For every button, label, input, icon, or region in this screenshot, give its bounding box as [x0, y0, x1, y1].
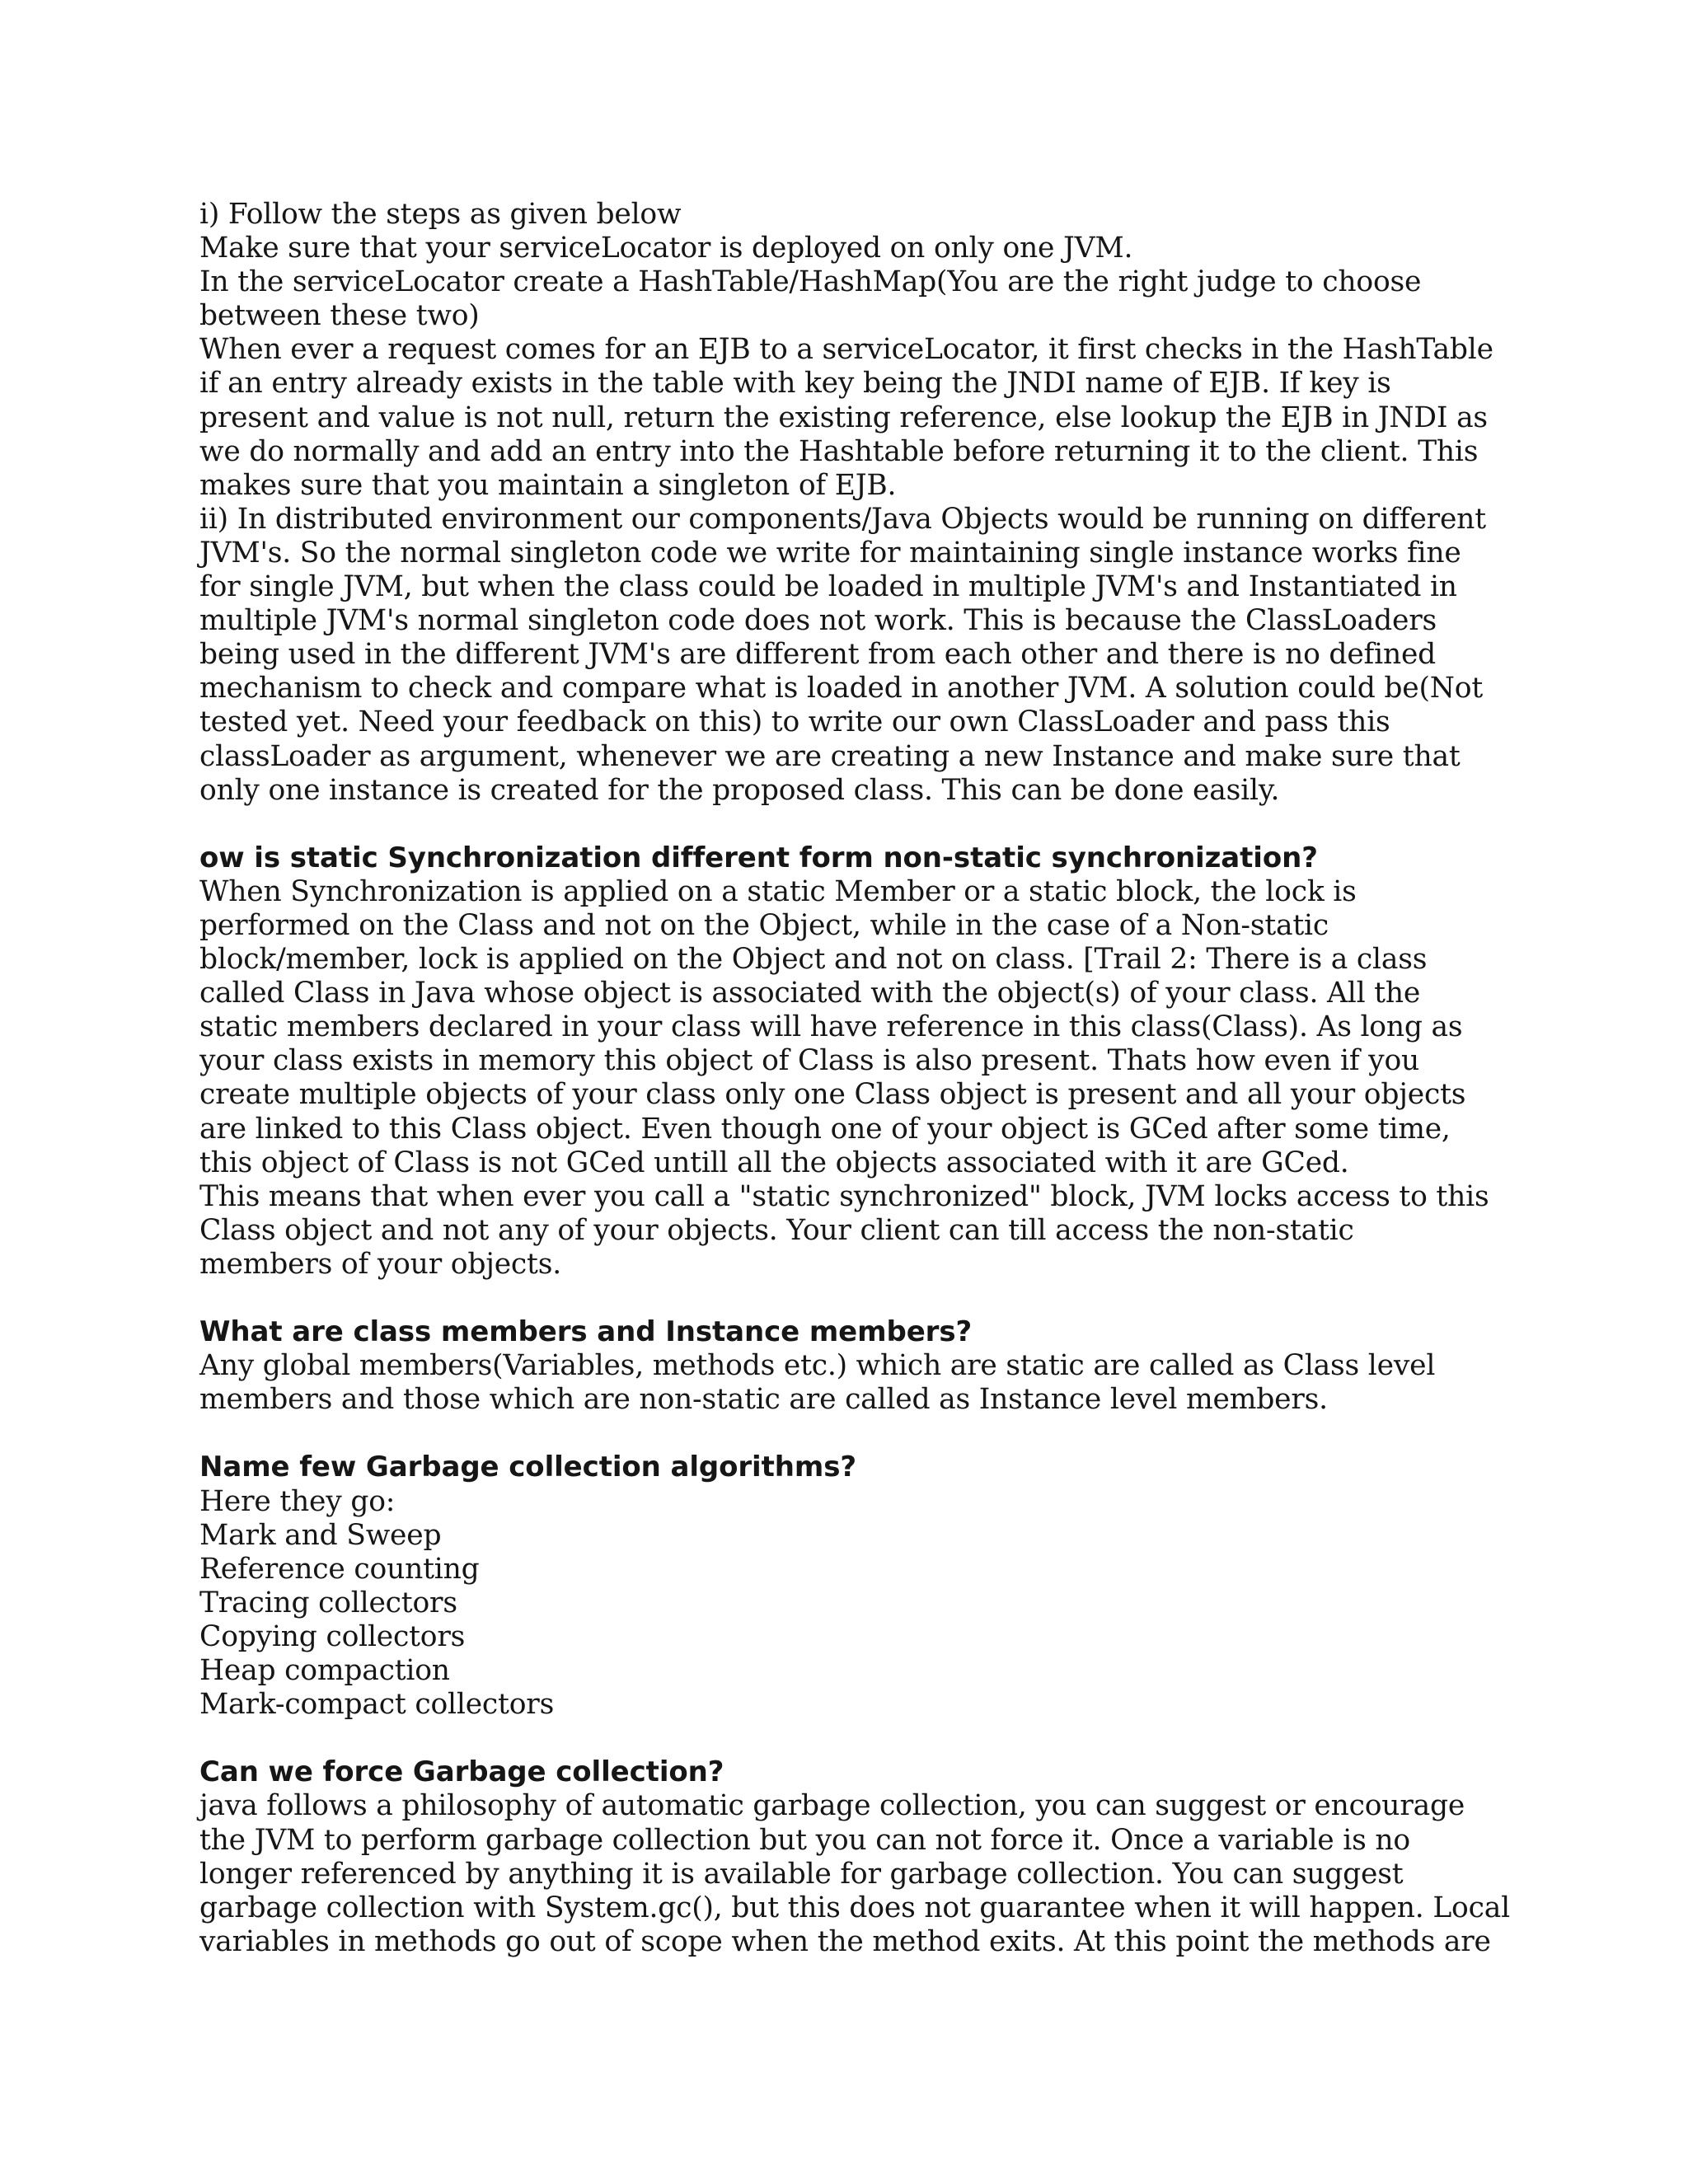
text-line: i) Follow the steps as given below — [199, 198, 682, 231]
text-line: Any global members(Variables, methods etc.) which are static are called as Class level — [199, 1349, 1436, 1383]
text-line: longer referenced by anything it is available for garbage collection. You can suggest — [199, 1857, 1404, 1891]
section-intro — [199, 198, 1518, 808]
text-line: performed on the Class and not on the Object, while in the case of a Non-static — [199, 908, 1329, 942]
section-force-gc — [199, 1755, 1518, 1959]
text-line: ii) In distributed environment our components/Java Objects would be running on different — [199, 502, 1486, 536]
text-line: create multiple objects of your class only one Class object is present and all your objects — [199, 1078, 1466, 1112]
text-line: classLoader as argument, whenever we are creating a new Instance and make sure that — [199, 739, 1461, 773]
text-line: if an entry already exists in the table with key being the JNDI name of EJB. If key is — [199, 367, 1391, 401]
text-line: When ever a request comes for an EJB to a serviceLocator, it first checks in the HashTable — [199, 333, 1493, 367]
text-line: members of your objects. — [199, 1247, 561, 1281]
text-line: In the serviceLocator create a HashTable/HashMap(You are the right judge to choose — [199, 265, 1422, 299]
paragraph-gap — [199, 808, 1518, 841]
text-line: Make sure that your serviceLocator is deployed on only one JVM. — [199, 232, 1133, 265]
text-line: When Synchronization is applied on a static Member or a static block, the lock is — [199, 874, 1357, 908]
text-line: block/member, lock is applied on the Object and not on class. [Trail 2: There is a class — [199, 943, 1428, 977]
text-line: java follows a philosophy of automatic garbage collection, you can suggest or encourage — [199, 1789, 1465, 1823]
paragraph-gap — [199, 1282, 1518, 1315]
text-line: makes sure that you maintain a singleton of EJB. — [199, 468, 897, 502]
text-line: tested yet. Need your feedback on this) to write our own ClassLoader and pass this — [199, 705, 1390, 739]
list-item: Heap compaction — [199, 1654, 450, 1688]
text-line: Here they go: — [199, 1484, 396, 1518]
section-static-sync — [199, 841, 1518, 1282]
text-line: This means that when ever you call a "static synchronized" block, JVM locks access to this — [199, 1179, 1489, 1213]
list-item: Mark-compact collectors — [199, 1688, 555, 1722]
text-line: only one instance is created for the proposed class. This can be done easily. — [199, 773, 1280, 807]
list-item: Mark and Sweep — [199, 1518, 442, 1552]
text-line: variables in methods go out of scope when the method exits. At this point the methods are — [199, 1924, 1491, 1958]
paragraph-gap — [199, 1722, 1518, 1755]
section-heading: ow is static Synchronization different form non-static synchronization? — [199, 841, 1318, 874]
text-line: JVM's. So the normal singleton code we write for maintaining single instance works fine — [199, 536, 1461, 569]
text-line: are linked to this Class object. Even though one of your object is GCed after some time, — [199, 1112, 1451, 1146]
text-line: static members declared in your class will have reference in this class(Class). As long as — [199, 1010, 1463, 1044]
section-heading: Can we force Garbage collection? — [199, 1755, 724, 1789]
document-page — [199, 198, 1518, 1959]
list-item: Reference counting — [199, 1552, 480, 1586]
list-item: Copying collectors — [199, 1619, 466, 1653]
text-line: between these two) — [199, 299, 480, 333]
text-line: members and those which are non-static are called as Instance level members. — [199, 1383, 1328, 1417]
section-gc-algorithms — [199, 1451, 1518, 1722]
text-line: present and value is not null, return the existing reference, else lookup the EJB in JNDI as — [199, 401, 1488, 434]
section-heading: Name few Garbage collection algorithms? — [199, 1451, 856, 1484]
text-line: called Class in Java whose object is associated with the object(s) of your class. All the — [199, 977, 1421, 1010]
section-members — [199, 1315, 1518, 1417]
text-line: garbage collection with System.gc(), but this does not guarantee when it will happen. Local — [199, 1891, 1510, 1924]
text-line: Class object and not any of your objects. Your client can till access the non-static — [199, 1213, 1354, 1247]
text-line: the JVM to perform garbage collection but you can not force it. Once a variable is no — [199, 1823, 1410, 1857]
text-line: being used in the different JVM's are different from each other and there is no defined — [199, 638, 1437, 672]
text-line: for single JVM, but when the class could be loaded in multiple JVM's and Instantiated in — [199, 570, 1457, 604]
section-heading: What are class members and Instance members? — [199, 1315, 973, 1349]
text-line: we do normally and add an entry into the Hashtable before returning it to the client. This — [199, 434, 1479, 468]
text-line: this object of Class is not GCed untill all the objects associated with it are GCed. — [199, 1146, 1349, 1179]
text-line: mechanism to check and compare what is loaded in another JVM. A solution could be(Not — [199, 672, 1483, 705]
text-line: multiple JVM's normal singleton code does not work. This is because the ClassLoaders — [199, 604, 1437, 638]
list-item: Tracing collectors — [199, 1586, 457, 1619]
text-line: your class exists in memory this object of Class is also present. Thats how even if you — [199, 1044, 1420, 1078]
paragraph-gap — [199, 1417, 1518, 1451]
